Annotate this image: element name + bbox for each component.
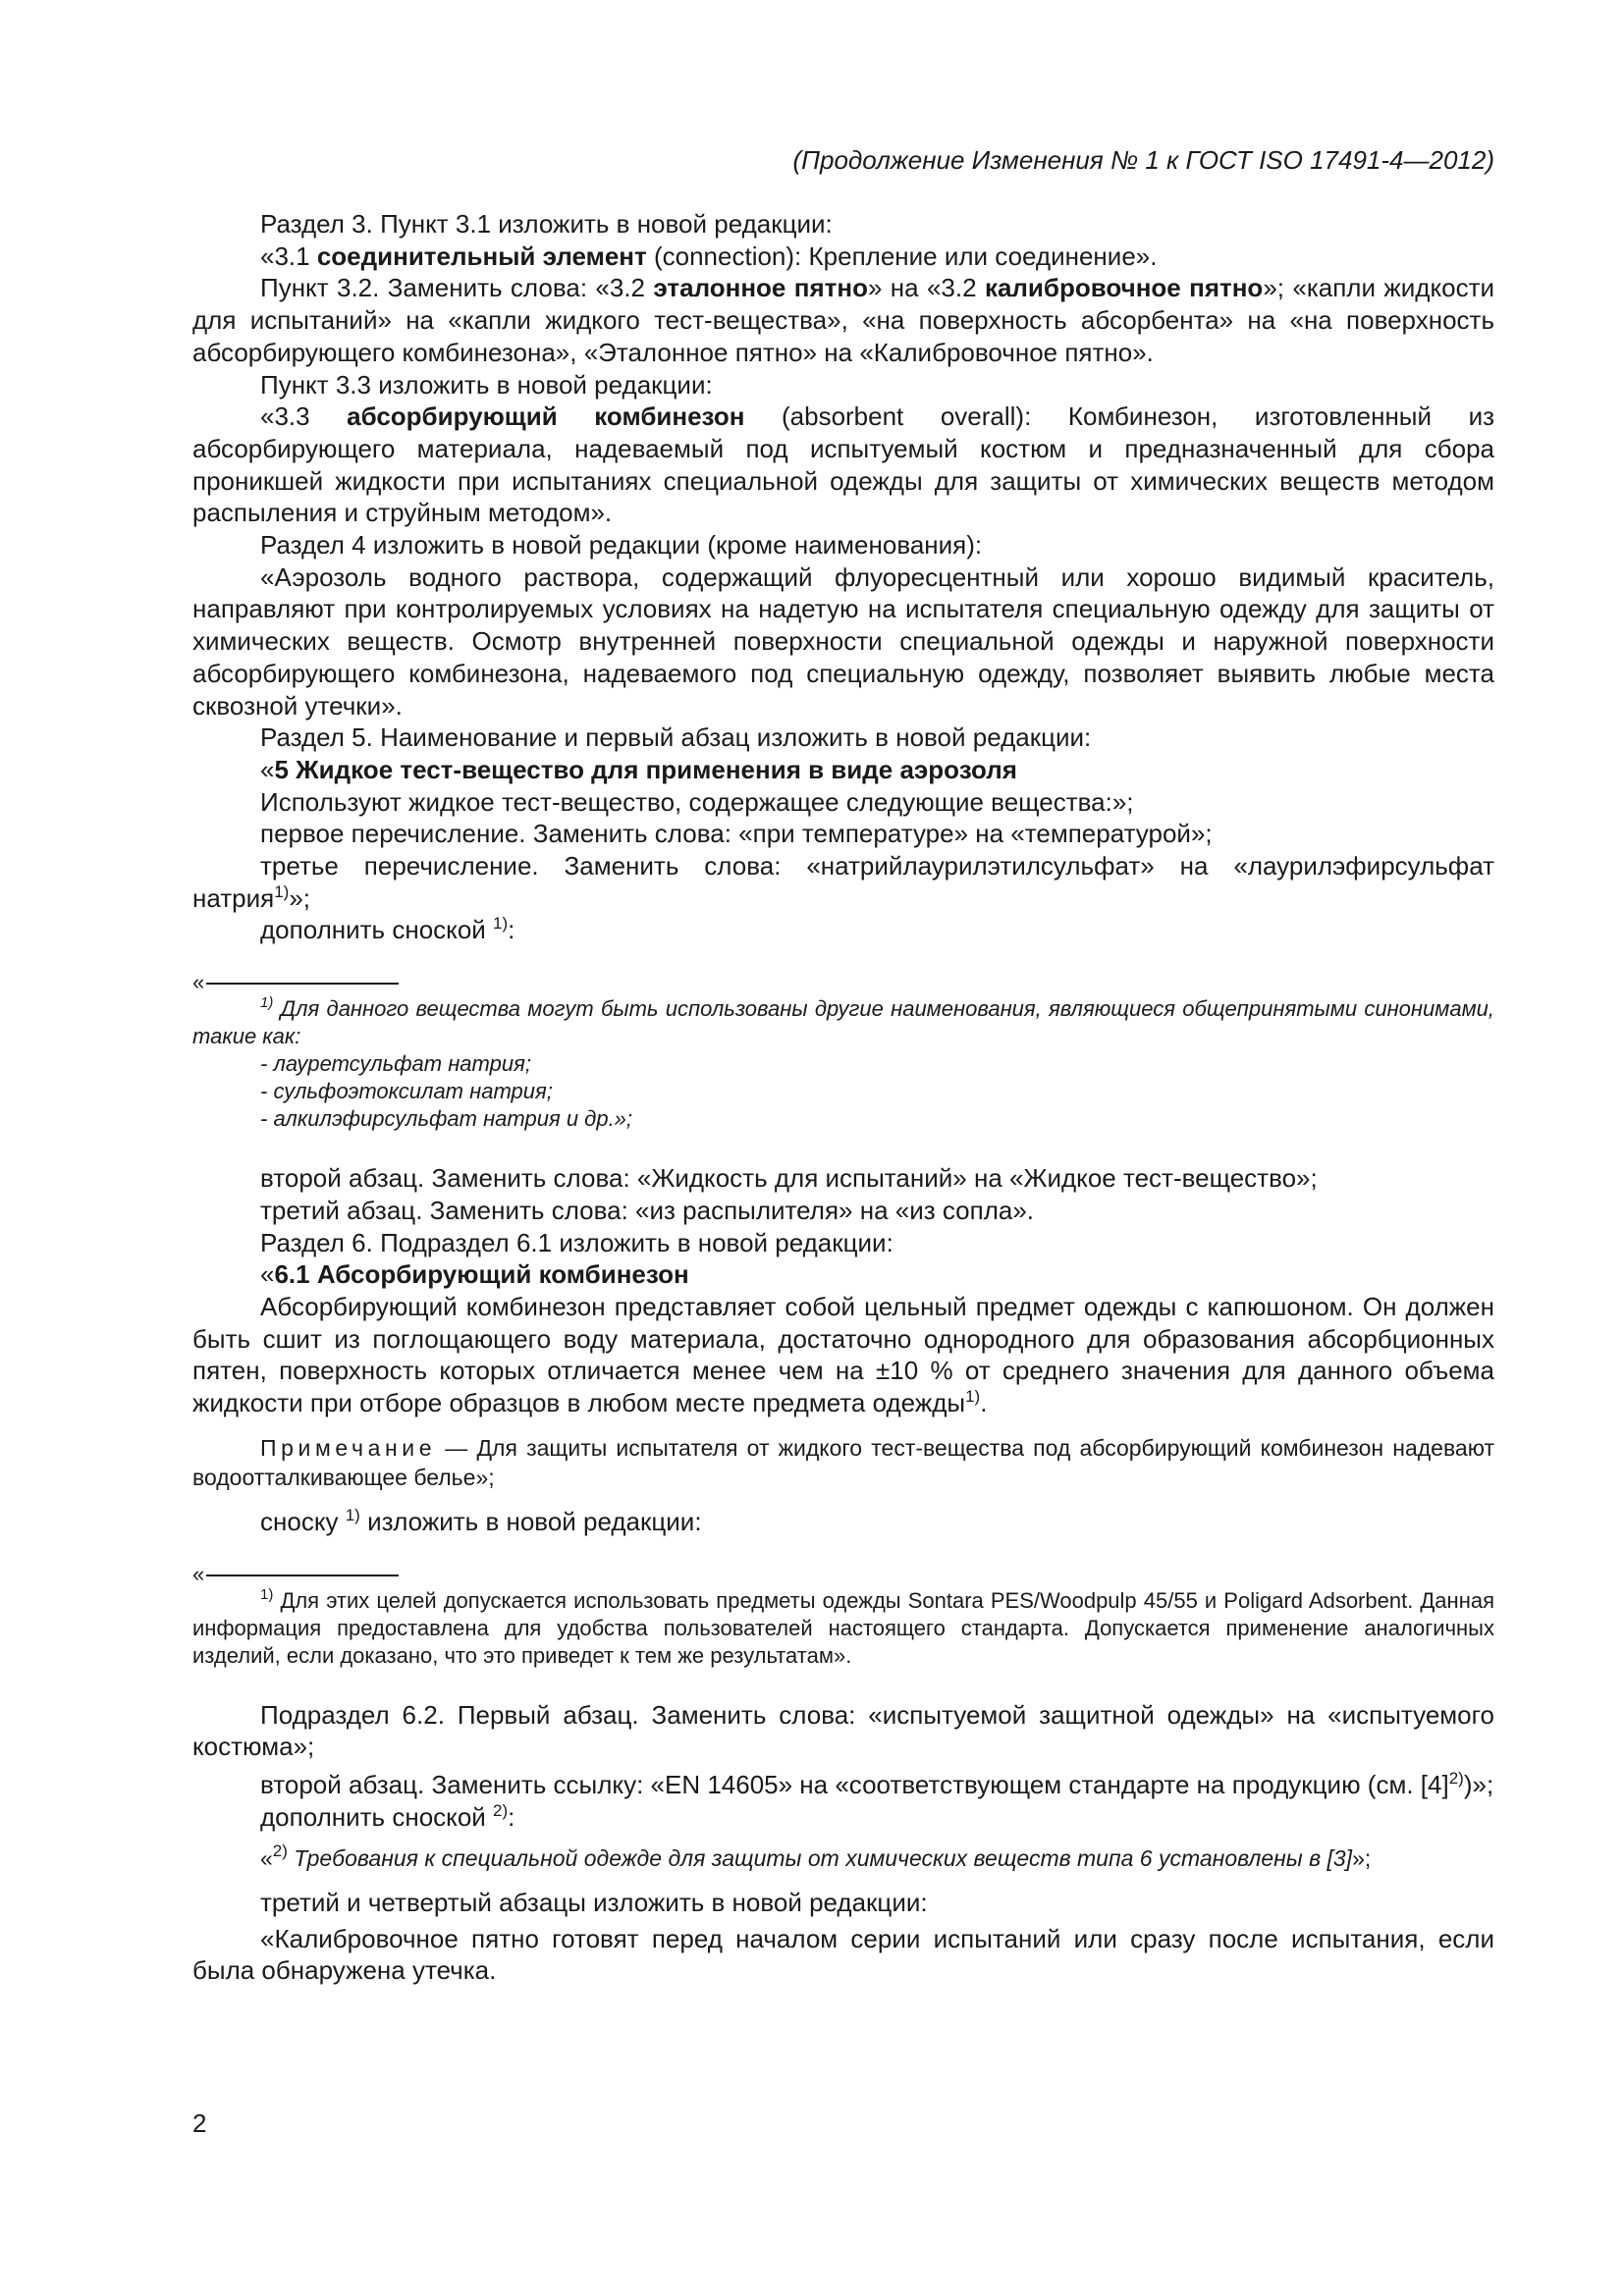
footnote-1-text: $^{1)}$ Для данного вещества могут быть использованы другие наименования, являющиеся общепринятыми синонимами, такие как: xyxy=(192,994,1494,1049)
para-add-footnote: дополнить сноской $^{1)}$: xyxy=(260,914,515,945)
para-third-abzac: третий абзац. Заменить слова: «из распылителя» на «из сопла». xyxy=(260,1195,1035,1225)
footnote-1-block xyxy=(192,995,1494,1133)
para-third-enum: третье перечисление. Заменить слова: «натрийлаурилэтилсульфат» на «лаурилэфирсульфат натрия$^{1)}$»; xyxy=(192,851,1494,913)
para-first-enum: первое перечисление. Заменить слова: «при температуре» на «температурой»; xyxy=(260,819,1213,849)
para-section4-intro: Раздел 4 изложить в новой редакции (кроме наименования): xyxy=(260,530,983,561)
term-calibration-spot: калибровочное пятно xyxy=(984,273,1264,303)
para-section5-intro: Раздел 5. Наименование и первый абзац изложить в новой редакции: xyxy=(260,722,1092,753)
footnote-ref: 2) xyxy=(1448,1768,1464,1788)
note-label: Примечание xyxy=(260,1434,437,1461)
para-section6-intro: Раздел 6. Подраздел 6.1 изложить в новой редакции: xyxy=(260,1227,893,1257)
para-section5-first: Используют жидкое тест-вещество, содержащее следующие вещества:»; xyxy=(260,786,1134,817)
footnote-1-item: - лауретсульфат натрия; xyxy=(260,1051,531,1077)
para-calibration-spot: «Калибровочное пятно готовят перед началом серии испытаний или сразу после испытания, если была обнаружена утечка. xyxy=(192,1923,1494,1986)
para-6-2-first: Подраздел 6.2. Первый абзац. Заменить слова: «испытуемой защитной одежды» на «испытуемого костюма»; xyxy=(192,1699,1494,1762)
footnote-separator: « xyxy=(192,974,1494,991)
para-3-3-definition: «3.3 абсорбирующий комбинезон (absorbent overall): Комбинезон, изготовленный из абсорбирующего материала, надеваемый под испытуемый костюм и предназначенный для сбора проникшей жидкости при испытаниях специальной одежды для защиты от химических веществ методом распыления и струйным методом». xyxy=(192,401,1495,528)
footnote-separator: « xyxy=(192,1566,1494,1583)
term-reference-spot: эталонное пятно xyxy=(653,273,868,303)
footnote-ref: 2) xyxy=(493,1800,509,1820)
footnote-1-item: - сульфоэтоксилат натрия; xyxy=(260,1079,553,1104)
footnote-2-block xyxy=(192,1587,1494,1670)
running-header: (Продолжение Изменения № 1 к ГОСТ ISO 17491-4—2012) xyxy=(792,145,1494,175)
para-6-1-text: Абсорбирующий комбинезон представляет собой цельный предмет одежды с капюшоном. Он должен быть сшит из поглощающего воду материала, достаточно однородного для образования абсорбционных пятен, поверхность которых отличается менее чем на ±10 % от среднего значения для данного объема жидкости при отборе образцов в любом месте предмета одежды$^{1)}$. xyxy=(192,1291,1494,1418)
para-third-fourth: третий и четвертый абзацы изложить в новой редакции: xyxy=(260,1888,928,1918)
term-connection: соединительный элемент xyxy=(316,240,647,271)
footnote-2-text: $^{1)}$ Для этих целей допускается использовать предметы одежды Sontara PES/Woodpulp 45/55 и Poligard Adsorbent. Данная информация предоставлена для удобства пользователей настоящего стандарта. Допускается применение аналогичных изделий, если доказано, что это приведет к тем же результатам». xyxy=(192,1585,1494,1668)
para-section4-text: «Аэрозоль водного раствора, содержащий флуоресцентный или хорошо видимый краситель, направляют при контролируемых условиях на надетую на испытателя специальную одежду для защиты от химических веществ. Осмотр внутренней поверхности специальной одежды и наружной поверхности абсорбирующего комбинезона, надеваемого под специальную одежду, позволяет выявить любые места сквозной утечки». xyxy=(192,561,1494,721)
document-body xyxy=(192,208,1494,1987)
para-3-1-definition: «3.1 соединительный элемент (connection): Крепление или соединение». xyxy=(260,240,1158,271)
para-add-footnote-2: дополнить сноской $^{2)}$: xyxy=(260,1800,515,1832)
para-second-abzac: второй абзац. Заменить слова: «Жидкость для испытаний» на «Жидкое тест-вещество»; xyxy=(260,1163,1318,1194)
para-6-2-second: второй абзац. Заменить ссылку: «EN 14605» на «соответствующем стандарте на продукцию (см. $[4]^{2)}$)»; xyxy=(260,1768,1494,1799)
footnote-ref: 1) xyxy=(345,1505,360,1524)
footnote-ref: 1) xyxy=(493,914,509,934)
page-number: 2 xyxy=(192,2109,207,2138)
footnote-ref: 1) xyxy=(274,881,290,901)
footnote-ref: 1) xyxy=(965,1387,981,1407)
section5-title: «5 Жидкое тест-вещество для применения в виде аэрозоля xyxy=(260,754,1017,784)
para-3-2-replace: Пункт 3.2. Заменить слова: «3.2 эталонное пятно» на «3.2 калибровочное пятно»; «капли жидкости для испытаний» на «капли жидкого тест-вещества», «на поверхность абсорбента» на «на поверхность абсорбирующего комбинезона», «Эталонное пятно» на «Калибровочное пятно». xyxy=(192,273,1495,367)
section6-1-title: «6.1 Абсорбирующий комбинезон xyxy=(260,1259,689,1290)
footnote-3-inline: «$^{2)}$ Требования к специальной одежде для защиты от химических веществ типа 6 установлены в [3]»; xyxy=(260,1842,1372,1872)
footnote-1-item: - алкилэфирсульфат натрия и др.»; xyxy=(260,1106,633,1132)
term-absorbent-overall: абсорбирующий комбинезон xyxy=(347,401,745,432)
para-3-3-intro: Пункт 3.3 изложить в новой редакции: xyxy=(260,369,713,400)
para-section3-intro: Раздел 3. Пункт 3.1 изложить в новой редакции: xyxy=(260,209,833,239)
note-block: Примечание — Для защиты испытателя от жидкого тест-вещества под абсорбирующий комбинезон надевают водоотталкивающее белье»; xyxy=(192,1434,1494,1490)
para-footnote-replace: сноску $^{1)}$ изложить в новой редакции: xyxy=(260,1505,702,1536)
